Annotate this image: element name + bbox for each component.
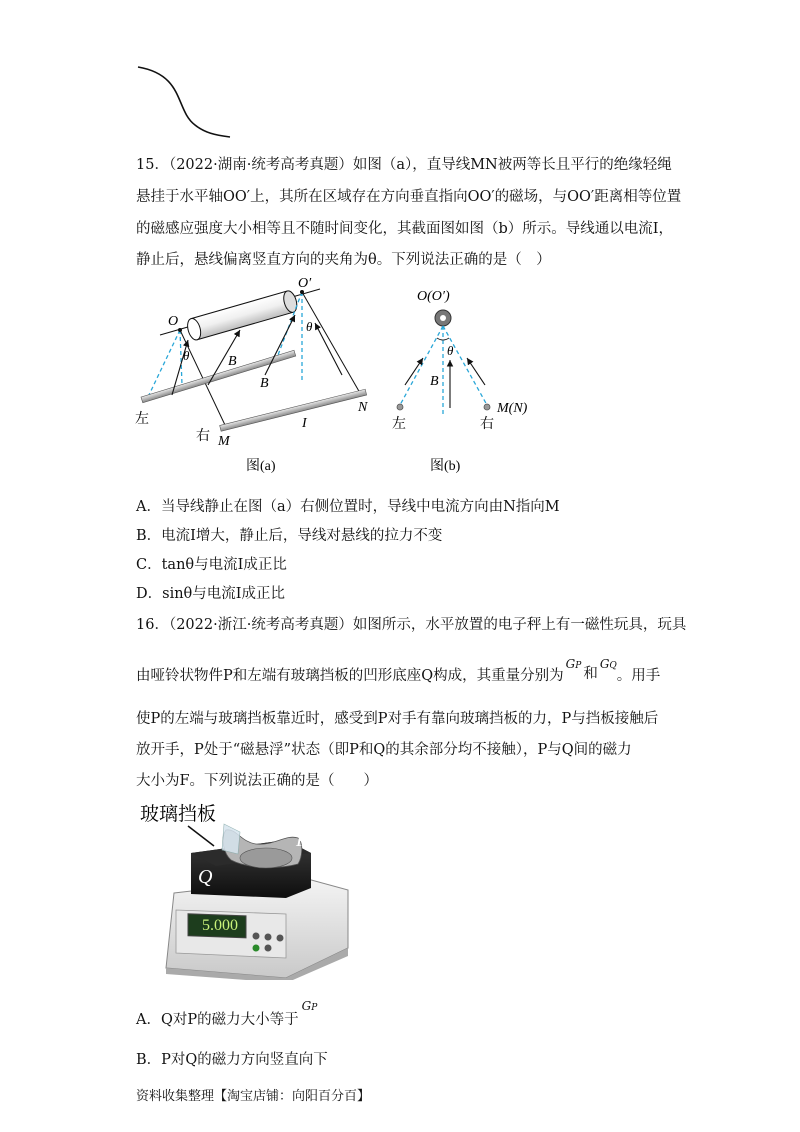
q16-line-1: 16．（2022·浙江·统考高考真题）如图所示，水平放置的电子秤上有一磁性玩具，玩具 [136, 617, 687, 633]
label-P: P [296, 829, 309, 851]
label-theta-b: θ [447, 343, 454, 358]
gq-symbol: G [599, 657, 610, 671]
q16-option-b: B．P对Q的磁力方向竖直向下 [136, 1052, 328, 1068]
q15-line-4: 静止后，悬线偏离竖直方向的夹角为θ。下列说法正确的是（ ） [136, 252, 551, 268]
q15-line-2: 悬挂于水平轴OO′上，其所在区域存在方向垂直指向OO′的磁场，与OO′距离相等位置 [136, 189, 682, 205]
label-O: O [168, 314, 179, 329]
scale-display: 5.000 [202, 917, 238, 934]
label-N: N [358, 400, 368, 415]
label-Q: Q [198, 866, 213, 888]
gp-symbol: G [565, 657, 576, 671]
caption-a: 图(a) [246, 459, 276, 474]
q15-option-c: C．tanθ与电流I成正比 [136, 557, 287, 573]
q15-line-1: 15．（2022·湖南·统考高考真题）如图（a），直导线MN被两等长且平行的绝缘轻绳 [136, 157, 672, 173]
label-right: 右 [196, 429, 210, 444]
label-B-b: B [430, 374, 439, 389]
q16-option-a: A．Q对P的磁力大小等于$^{GP}$ [136, 999, 318, 1028]
label-theta-left: θ [183, 348, 190, 363]
glass-plate-label: 玻璃挡板 [140, 804, 217, 825]
label-left: 左 [135, 412, 149, 427]
q15-option-b: B．电流I增大，静止后，导线对悬线的拉力不变 [136, 528, 443, 544]
curve-fragment [130, 55, 240, 145]
label-B1: B [228, 354, 237, 369]
q15-line-3: 的磁感应强度大小相等且不随时间变化，其截面图如图（b）所示。导线通以电流I， [136, 221, 674, 237]
q15-option-a: A．当导线静止在图（a）右侧位置时，导线中电流方向由N指向M [136, 499, 560, 515]
q16-line-2: 由哑铃状物件P和左端有玻璃挡板的凹形底座Q构成，其重量分别为$^{GP}$ 和$^{GQ}$。用手 [136, 657, 661, 684]
q16-line-5: 大小为F。下列说法正确的是（ ） [136, 773, 379, 789]
caption-b: 图(b) [430, 459, 461, 474]
label-O-prime: O′ [298, 276, 312, 291]
label-I: I [302, 416, 307, 431]
label-right-b: 右 [480, 417, 494, 432]
q16-line-4: 放开手，P处于“磁悬浮”状态（即P和Q的其余部分均不接触），P与Q间的磁力 [136, 742, 632, 758]
q15-option-d: D．sinθ与电流I成正比 [136, 586, 285, 602]
footer-note: 资料收集整理【淘宝店铺：向阳百分百】 [136, 1089, 371, 1104]
figure-b [385, 280, 535, 475]
label-left-b: 左 [392, 417, 406, 432]
scale-figure [136, 798, 366, 980]
label-MN: M(N) [497, 401, 528, 416]
label-theta-right: θ [306, 319, 313, 334]
label-B2: B [260, 376, 269, 391]
label-OO: O(O′) [417, 289, 450, 304]
label-M: M [218, 434, 230, 449]
q16-line-3: 使P的左端与玻璃挡板靠近时，感受到P对手有靠向玻璃挡板的力，P与挡板接触后 [136, 711, 659, 727]
figure-a [130, 275, 390, 475]
